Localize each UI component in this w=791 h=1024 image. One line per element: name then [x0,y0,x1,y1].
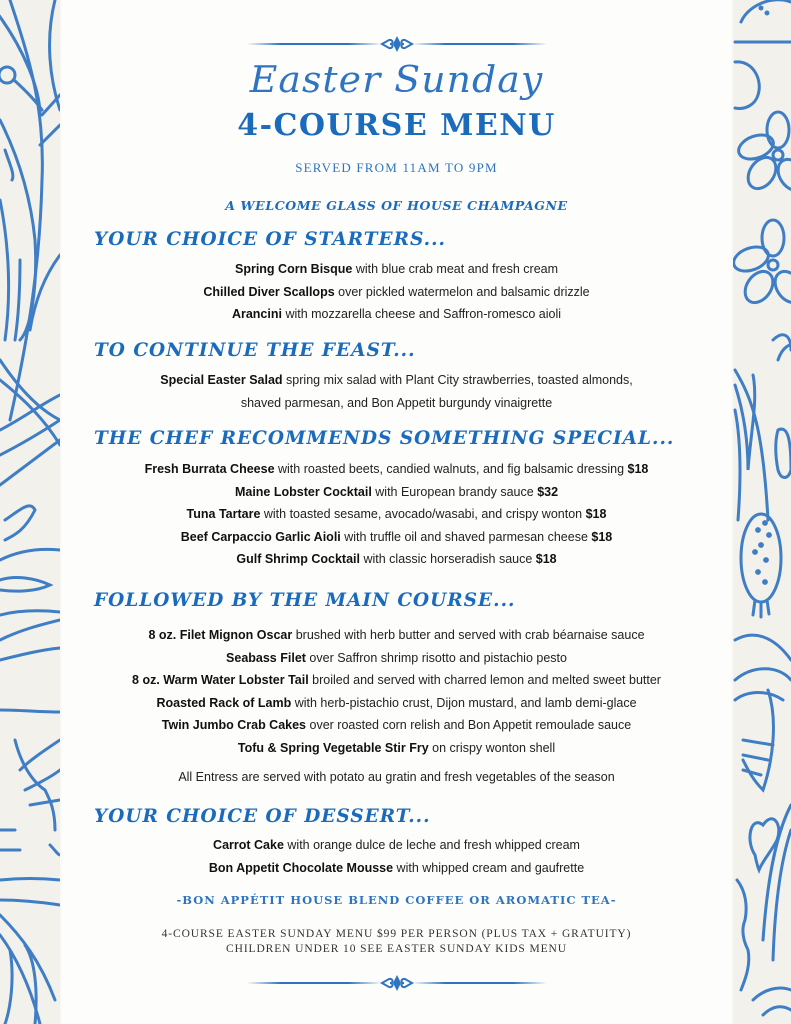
section-heading-chef-recommends: THE CHEF RECOMMENDS SOMETHING SPECIAL... [94,428,675,449]
item-desc: over pickled watermelon and balsamic drizzle [334,284,590,299]
menu-item [62,303,731,326]
right-floral-border [733,0,791,1024]
welcome-line: A WELCOME GLASS OF HOUSE CHAMPAGNE [225,198,568,213]
item-desc: with whipped cream and gaufrette [393,860,585,875]
item-name: 8 oz. Warm Water Lobster Tail [132,673,309,687]
item-name: Chilled Diver Scallops [203,284,335,299]
item-desc: with orange dulce de leche and fresh whipped cream [283,838,580,852]
menu-item [62,692,731,715]
menu-item [62,737,731,760]
item-price: $18 [591,529,613,544]
item-name: Arancini [231,307,282,321]
feast-list [62,369,731,414]
item-desc: with toasted sesame, avocado/wasabi, and crispy wonton [260,507,586,521]
item-name: Gulf Shrimp Cocktail [236,552,360,566]
item-name: Roasted Rack of Lamb [156,695,292,710]
menu-item-continuation [62,392,731,415]
item-name: Tofu & Spring Vegetable Stir Fry [237,740,429,755]
menu-item [62,669,731,692]
item-name: Seabass Filet [226,650,306,665]
item-name: Tuna Tartare [186,507,261,521]
item-desc: with blue crab meat and fresh cream [352,262,559,276]
item-price: $18 [535,552,557,566]
menu-item [62,281,731,304]
item-name: Twin Jumbo Crab Cakes [161,718,307,732]
item-desc: spring mix salad with Plant City strawberries, toasted almonds, [282,373,633,387]
starters-list [62,258,731,326]
main-title: 4-COURSE MENU [237,108,556,143]
section-heading-feast: TO CONTINUE THE FEAST... [94,340,416,361]
entrees-note: All Entress are served with potato au gratin and fresh vegetables of the season [178,770,615,784]
menu-item [62,503,731,526]
menu-item [62,834,731,857]
script-title: Easter Sunday [249,60,544,101]
section-heading-starters: YOUR CHOICE OF STARTERS... [94,229,446,250]
footer-kids-line: CHILDREN UNDER 10 SEE EASTER SUNDAY KIDS MENU [226,943,567,955]
main-course-list [62,624,731,759]
menu-content [62,0,731,1024]
item-name: Spring Corn Bisque [234,262,353,276]
item-name: Beef Carpaccio Garlic Aioli [180,529,341,544]
chef-recommends-list [62,458,731,571]
item-desc: with mozzarella cheese and Saffron-romesco aioli [281,307,562,321]
item-desc: broiled and served with charred lemon and melted sweet butter [308,673,661,687]
item-desc: over roasted corn relish and Bon Appetit remoulade sauce [306,718,632,732]
bottom-ornament [62,975,731,991]
menu-item [62,714,731,737]
item-desc: with herb-pistachio crust, Dijon mustard, and lamb demi-glace [291,695,637,710]
menu-item [62,548,731,571]
item-name: Bon Appetit Chocolate Mousse [208,860,394,875]
item-desc: with truffle oil and shaved parmesan cheese [340,529,592,544]
floral-vine-icon [0,0,60,1024]
item-price: $32 [537,484,559,499]
menu-item [62,624,731,647]
item-desc: shaved parmesan, and Bon Appetit burgundy vinaigrette [240,395,553,410]
item-name: 8 oz. Filet Mignon Oscar [148,628,293,642]
item-desc: brushed with herb butter and served with crab béarnaise sauce [292,628,645,642]
item-name: Special Easter Salad [160,373,283,387]
item-desc: over Saffron shrimp risotto and pistachio pesto [305,650,567,665]
menu-item [62,369,731,392]
scroll-divider-icon [247,975,547,991]
top-ornament [62,36,731,52]
item-name: Fresh Burrata Cheese [144,462,275,476]
dessert-list [62,834,731,879]
menu-item [62,258,731,281]
menu-item [62,647,731,670]
served-hours: SERVED FROM 11AM TO 9PM [295,160,498,175]
item-price: $18 [627,462,649,476]
scroll-divider-icon [247,36,547,52]
item-name: Carrot Cake [213,838,284,852]
item-desc: with European brandy sauce [371,484,538,499]
section-heading-main-course: FOLLOWED BY THE MAIN COURSE... [94,590,516,611]
menu-item [62,526,731,549]
footer-price-line: 4-COURSE EASTER SUNDAY MENU $99 PER PERSON (PLUS TAX + GRATUITY) [161,928,632,940]
menu-item [62,458,731,481]
section-heading-dessert: YOUR CHOICE OF DESSERT... [94,806,431,827]
item-price: $18 [585,507,607,521]
menu-item [62,857,731,880]
pricing-footer [62,927,731,957]
item-desc: with roasted beets, candied walnuts, and fig balsamic dressing [274,462,628,476]
menu-item [62,481,731,504]
item-name: Maine Lobster Cocktail [234,484,372,499]
item-desc: with classic horseradish sauce [360,552,536,566]
item-desc: on crispy wonton shell [428,740,556,755]
floral-eggs-icon [733,0,791,1024]
left-floral-border [0,0,60,1024]
coffee-tea-line: -BON APPÉTIT HOUSE BLEND COFFEE OR AROMATIC TEA- [176,893,617,907]
